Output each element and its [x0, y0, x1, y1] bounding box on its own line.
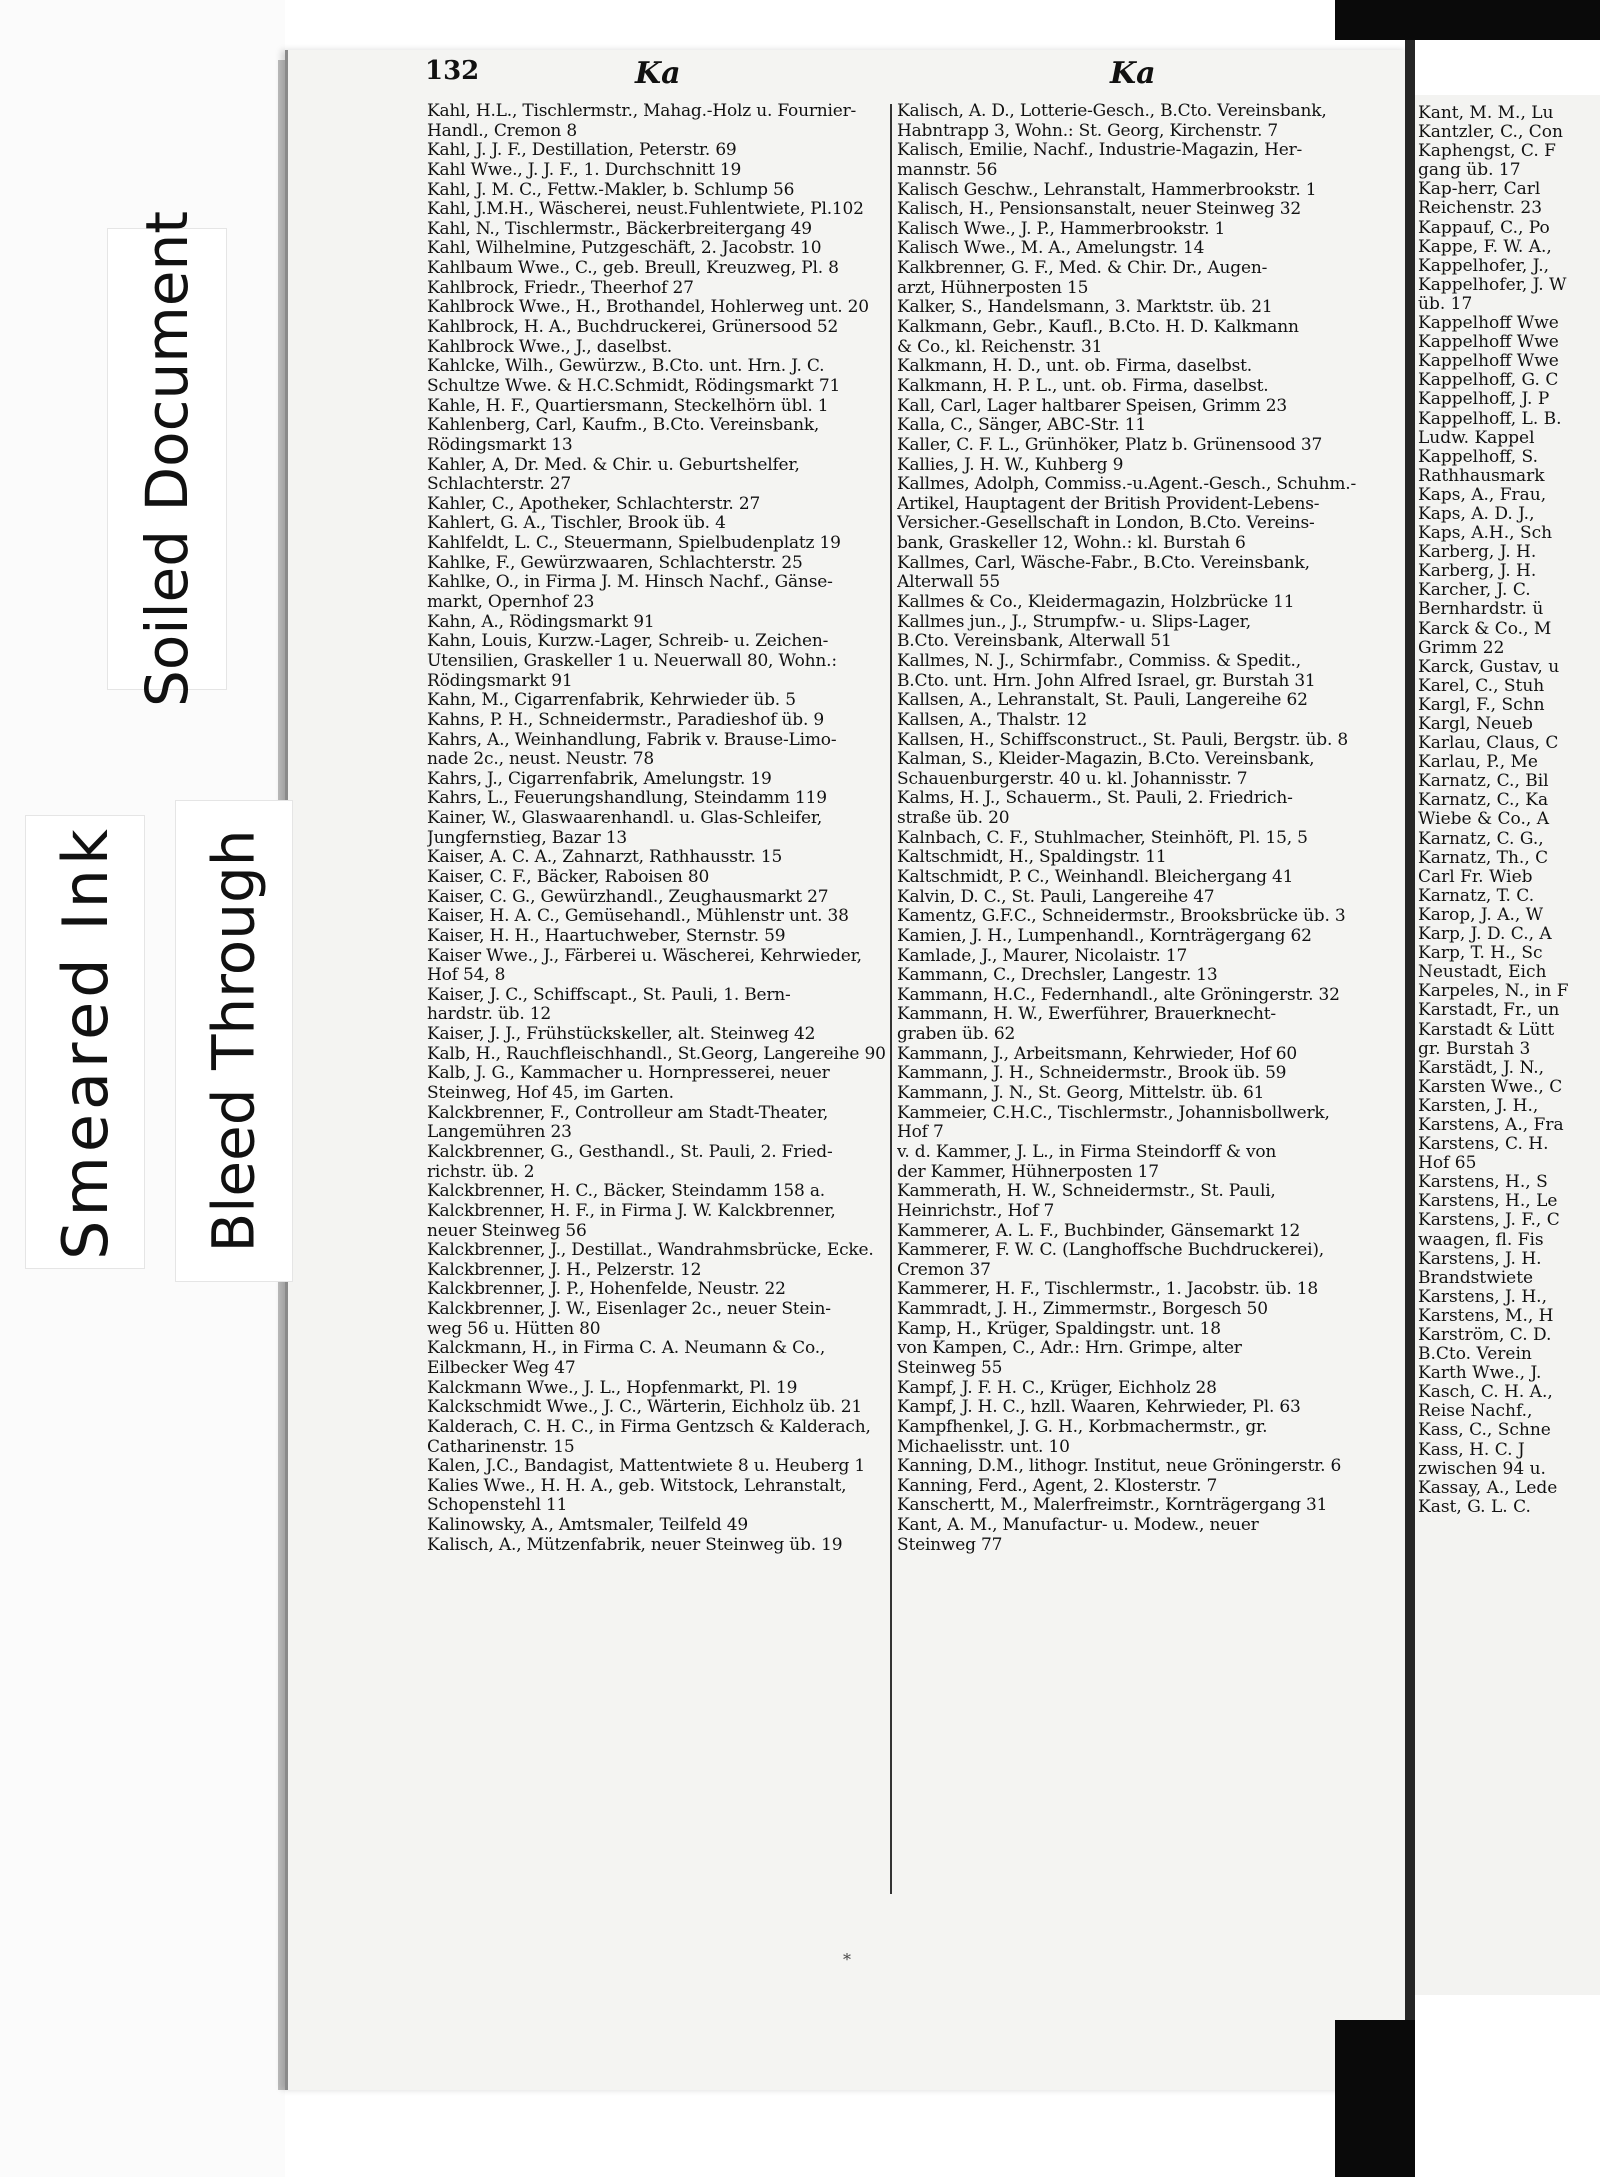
directory-line: der Kammer, Hühnerposten 17 — [897, 1161, 1159, 1182]
directory-line: Kargl, F., Schn — [1418, 694, 1545, 715]
directory-line: Kappelhoff Wwe — [1418, 332, 1559, 353]
directory-line: gr. Burstah 3 — [1418, 1038, 1531, 1059]
directory-line: Rathhausmark — [1418, 465, 1545, 486]
directory-line: Steinweg 77 — [897, 1534, 1003, 1555]
directory-line: straße üb. 20 — [897, 808, 1010, 829]
directory-line: Kalckbrenner, H. C., Bäcker, Steindamm 158 a. — [427, 1181, 825, 1202]
directory-line: Kalisch, H., Pensionsanstalt, neuer Steinweg 32 — [897, 199, 1301, 220]
directory-line: Kalckbrenner, J., Destillat., Wandrahmsbrücke, Ecke. — [427, 1240, 874, 1261]
directory-line: graben üb. 62 — [897, 1024, 1016, 1045]
directory-line: Kallsen, A., Lehranstalt, St. Pauli, Langereihe 62 — [897, 690, 1308, 711]
directory-line: Kass, C., Schne — [1418, 1420, 1551, 1441]
directory-line: Kall, Carl, Lager haltbarer Speisen, Grimm 23 — [897, 395, 1288, 416]
directory-line: Kamp, H., Krüger, Spaldingstr. unt. 18 — [897, 1318, 1221, 1339]
directory-line: Kalisch Geschw., Lehranstalt, Hammerbrookstr. 1 — [897, 179, 1317, 200]
directory-line: Habntrapp 3, Wohn.: St. Georg, Kirchenstr. 7 — [897, 120, 1279, 141]
directory-line: Kaiser, C. F., Bäcker, Raboisen 80 — [427, 866, 710, 887]
directory-line: bank, Graskeller 12, Wohn.: kl. Burstah 6 — [897, 533, 1246, 554]
directory-line: Kammann, C., Drechsler, Langestr. 13 — [897, 965, 1218, 986]
directory-line: von Kampen, C., Adr.: Hrn. Grimpe, alter — [897, 1338, 1242, 1359]
directory-line: Kappe, F. W. A., — [1418, 236, 1552, 257]
directory-line: Karstens, J. F., C — [1418, 1210, 1560, 1231]
directory-line: Karop, J. A., W — [1418, 904, 1544, 925]
directory-line: Karlau, P., Me — [1418, 752, 1538, 773]
directory-line: Kahn, Louis, Kurzw.-Lager, Schreib- u. Zeichen- — [427, 631, 829, 652]
directory-line: Kalms, H. J., Schauerm., St. Pauli, 2. Friedrich- — [897, 788, 1293, 809]
left-column — [427, 102, 889, 1555]
soiled-document-label — [107, 211, 227, 707]
directory-line: Karck, Gustav, u — [1418, 656, 1560, 677]
directory-line: Schopenstehl 11 — [427, 1495, 568, 1516]
directory-line: Kanschertt, M., Malerfreimstr., Kornträgergang 31 — [897, 1495, 1328, 1516]
directory-line: Kahns, P. H., Schneidermstr., Paradieshof üb. 9 — [427, 709, 824, 730]
left-running-head: Ka — [635, 56, 681, 91]
directory-line: Kahlbrock, Friedr., Theerhof 27 — [427, 277, 694, 298]
directory-line: Kappelhoff, J. P — [1418, 389, 1550, 410]
directory-line: Karth Wwe., J. — [1418, 1363, 1542, 1384]
directory-line: Kallmes & Co., Kleidermagazin, Holzbrücke 11 — [897, 592, 1295, 613]
directory-line: Kahrs, L., Feuerungshandlung, Steindamm 119 — [427, 788, 827, 809]
directory-line: Kalckbrenner, F., Controlleur am Stadt-Theater, — [427, 1102, 829, 1123]
directory-line: Kap-herr, Carl — [1418, 179, 1541, 200]
directory-line: Artikel, Hauptagent der British Provident-Lebens- — [897, 493, 1320, 514]
directory-line: Kahlke, O., in Firma J. M. Hinsch Nachf., Gänse- — [427, 572, 833, 593]
directory-line: Alterwall 55 — [897, 572, 1000, 593]
directory-line: Steinweg 55 — [897, 1358, 1003, 1378]
scan-border-top — [1335, 0, 1600, 40]
directory-line: Jungfernstieg, Bazar 13 — [427, 827, 628, 848]
directory-line: Kahrs, J., Cigarrenfabrik, Amelungstr. 19 — [427, 768, 772, 789]
directory-line: nade 2c., neust. Neustr. 78 — [427, 749, 655, 770]
directory-line: Kant, M. M., Lu — [1418, 104, 1554, 123]
directory-line: Karstens, H., S — [1418, 1172, 1548, 1193]
right-running-head: Ka — [1110, 56, 1156, 91]
directory-line: üb. 17 — [1418, 293, 1473, 314]
directory-line: Kahl, H.L., Tischlermstr., Mahag.-Holz u. Fournier- — [427, 102, 857, 121]
directory-line: Hof 54, 8 — [427, 965, 506, 986]
scan-border-bottom — [1335, 2020, 1415, 2177]
directory-line: Karnatz, C. G., — [1418, 828, 1544, 849]
directory-line: Kalckmann Wwe., J. L., Hopfenmarkt, Pl. 19 — [427, 1377, 798, 1398]
directory-line: neuer Steinweg 56 — [427, 1220, 587, 1241]
directory-line: Kalker, S., Handelsmann, 3. Marktstr. üb. 21 — [897, 297, 1273, 318]
directory-line: Kahlenberg, Carl, Kaufm., B.Cto. Vereinsbank, — [427, 415, 820, 436]
directory-line: Kaller, C. F. L., Grünhöker, Platz b. Grünensood 37 — [897, 434, 1323, 455]
directory-line: Neustadt, Eich — [1418, 962, 1547, 983]
directory-line: Kahlbrock Wwe., J., daselbst. — [427, 336, 672, 357]
directory-line: Karstädt, J. N., — [1418, 1057, 1545, 1078]
directory-line: Kalb, H., Rauchfleischhandl., St.Georg, Langereihe 90 — [427, 1043, 886, 1064]
directory-line: Kalckbrenner, J. H., Pelzerstr. 12 — [427, 1259, 702, 1280]
directory-line: Karnatz, Th., C — [1418, 847, 1549, 868]
directory-line: Kalkbrenner, G. F., Med. & Chir. Dr., Augen- — [897, 258, 1268, 279]
directory-line: Wiebe & Co., A — [1418, 809, 1549, 830]
directory-line: Kaiser, J. J., Frühstückskeller, alt. Steinweg 42 — [427, 1024, 816, 1045]
directory-line: Kappelhofer, J. W — [1418, 274, 1567, 295]
directory-line: Kaps, A., Frau, — [1418, 484, 1547, 505]
book-gutter — [1405, 40, 1415, 2100]
directory-line: Kalisch Wwe., J. P., Hammerbrookstr. 1 — [897, 218, 1226, 239]
directory-line: Karel, C., Stuh — [1418, 675, 1545, 696]
directory-line: Kahlert, G. A., Tischler, Brook üb. 4 — [427, 513, 726, 534]
directory-line: & Co., kl. Reichenstr. 31 — [897, 336, 1103, 357]
directory-line: Kaps, A.H., Sch — [1418, 523, 1553, 544]
directory-line: Heinrichstr., Hof 7 — [897, 1200, 1055, 1221]
directory-line: Kahl Wwe., J. J. F., 1. Durchschnitt 19 — [427, 159, 742, 180]
directory-line: Utensilien, Graskeller 1 u. Neuerwall 80, Wohn.: — [427, 650, 837, 671]
directory-line: Kalla, C., Sänger, ABC-Str. 11 — [897, 415, 1147, 436]
directory-line: Kahlbaum Wwe., C., geb. Breull, Kreuzweg, Pl. 8 — [427, 258, 839, 279]
directory-line: Karström, C. D. — [1418, 1325, 1552, 1345]
directory-line: Kappelhoff, L. B. — [1418, 408, 1562, 429]
directory-line: Kalman, S., Kleider-Magazin, B.Cto. Vereinsbank, — [897, 749, 1315, 770]
directory-line: Kahlbrock, H. A., Buchdruckerei, Grünersood 52 — [427, 317, 839, 338]
directory-line: Bernhardstr. ü — [1418, 599, 1544, 620]
directory-line: Kalvin, D. C., St. Pauli, Langereihe 47 — [897, 886, 1215, 907]
directory-line: Kappelhoff Wwe — [1418, 351, 1559, 372]
directory-line: Kammann, H.C., Federnhandl., alte Gröningerstr. 32 — [897, 984, 1340, 1005]
directory-line: Kalderach, C. H. C., in Firma Gentzsch & Kalderach, — [427, 1416, 871, 1437]
directory-line: Kampfhenkel, J. G. H., Korbmachermstr., gr. — [897, 1416, 1268, 1437]
directory-line: Karberg, J. H. — [1418, 542, 1537, 563]
directory-line: Kanning, D.M., lithogr. Institut, neue Gröningerstr. 6 — [897, 1456, 1342, 1477]
directory-line: Karstens, J. H., — [1418, 1286, 1547, 1307]
directory-line: Karstadt & Lütt — [1418, 1019, 1555, 1040]
directory-line: B.Cto. Verein — [1418, 1344, 1532, 1365]
directory-line: Kalckbrenner, H. F., in Firma J. W. Kalckbrenner, — [427, 1200, 836, 1221]
directory-line: Karlau, Claus, C — [1418, 733, 1559, 754]
directory-line: Kammann, H. W., Ewerführer, Brauerknecht- — [897, 1004, 1276, 1025]
directory-line: Karcher, J. C. — [1418, 580, 1531, 601]
directory-line: Carl Fr. Wieb — [1418, 866, 1533, 887]
bleed-through-label — [175, 800, 293, 1282]
directory-line: Kalinowsky, A., Amtsmaler, Teilfeld 49 — [427, 1515, 748, 1536]
directory-line: Hof 65 — [1418, 1153, 1477, 1174]
directory-line: Kahle, H. F., Quartiersmann, Steckelhörn übl. 1 — [427, 395, 829, 416]
directory-line: Kass, H. C. J — [1418, 1439, 1525, 1460]
right-column — [897, 102, 1365, 1555]
directory-line: Kappelhofer, J., — [1418, 255, 1550, 276]
directory-line: Kalnbach, C. F., Stuhlmacher, Steinhöft, Pl. 15, 5 — [897, 827, 1308, 848]
directory-line: Kargl, Neueb — [1418, 714, 1533, 734]
directory-line: Kanning, Ferd., Agent, 2. Klosterstr. 7 — [897, 1475, 1218, 1496]
directory-line: Ludw. Kappel — [1418, 427, 1535, 448]
directory-line: Kahlbrock Wwe., H., Brothandel, Hohlerweg unt. 20 — [427, 297, 869, 318]
directory-line: Kaltschmidt, P. C., Weinhandl. Bleichergang 41 — [897, 866, 1294, 887]
directory-line: Kalckschmidt Wwe., J. C., Wärterin, Eichholz üb. 21 — [427, 1397, 863, 1418]
directory-line: Grimm 22 — [1418, 637, 1505, 658]
directory-line: Kallies, J. H. W., Kuhberg 9 — [897, 454, 1124, 475]
directory-line: Kalisch Wwe., M. A., Amelungstr. 14 — [897, 238, 1205, 259]
directory-line: B.Cto. unt. Hrn. John Alfred Israel, gr. Burstah 31 — [897, 670, 1316, 691]
directory-line: Kamentz, G.F.C., Schneidermstr., Brooksbrücke üb. 3 — [897, 906, 1346, 927]
directory-line: Michaelisstr. unt. 10 — [897, 1436, 1070, 1457]
directory-line: Versicher.-Gesellschaft in London, B.Cto. Vereins- — [897, 513, 1315, 534]
directory-line: Kahlcke, Wilh., Gewürzw., B.Cto. unt. Hrn. J. C. — [427, 356, 825, 377]
directory-line: Reichenstr. 23 — [1418, 198, 1543, 219]
directory-line: Cremon 37 — [897, 1259, 991, 1280]
directory-line: Kalkmann, Gebr., Kaufl., B.Cto. H. D. Kalkmann — [897, 317, 1299, 338]
directory-line: weg 56 u. Hütten 80 — [427, 1318, 601, 1339]
directory-line: Kahler, C., Apotheker, Schlachterstr. 27 — [427, 493, 761, 514]
directory-line: Kallmes, N. J., Schirmfabr., Commiss. & Spedit., — [897, 650, 1301, 671]
directory-line: gang üb. 17 — [1418, 160, 1521, 181]
directory-line: Kalkmann, H. D., unt. ob. Firma, daselbst. — [897, 356, 1252, 377]
directory-line: Kahlke, F., Gewürzwaaren, Schlachterstr. 25 — [427, 552, 803, 573]
directory-line: Kantzler, C., Con — [1418, 122, 1563, 143]
directory-line: Kahl, Wilhelmine, Putzgeschäft, 2. Jacobstr. 10 — [427, 238, 822, 259]
directory-line: Kamlade, J., Maurer, Nicolaistr. 17 — [897, 945, 1188, 966]
directory-line: Kalckbrenner, G., Gesthandl., St. Pauli, 2. Fried- — [427, 1141, 833, 1162]
directory-line: Karstens, A., Fra — [1418, 1114, 1564, 1135]
directory-line: Kalckmann, H., in Firma C. A. Neumann & Co., — [427, 1338, 826, 1359]
directory-line: Kalisch, A., Mützenfabrik, neuer Steinweg üb. 19 — [427, 1534, 843, 1555]
directory-line: Kahler, A, Dr. Med. & Chir. u. Geburtshelfer, — [427, 454, 800, 475]
directory-line: Karsten Wwe., C — [1418, 1076, 1563, 1097]
directory-line: Kammann, J., Arbeitsmann, Kehrwieder, Hof 60 — [897, 1043, 1297, 1064]
directory-line: Kalisch, A. D., Lotterie-Gesch., B.Cto. Vereinsbank, — [897, 102, 1327, 121]
directory-line: Kalkmann, H. P. L., unt. ob. Firma, daselbst. — [897, 375, 1269, 396]
directory-line: Kahl, J.M.H., Wäscherei, neust.Fuhlentwiete, Pl.102 — [427, 199, 864, 220]
directory-line: Kaphengst, C. F — [1418, 141, 1556, 162]
directory-line: Kampf, J. H. C., hzll. Waaren, Kehrwieder, Pl. 63 — [897, 1397, 1301, 1418]
page-header — [425, 56, 1385, 96]
directory-line: Kalb, J. G., Kammacher u. Hornpresserei, neuer — [427, 1063, 830, 1084]
directory-line: Langemühren 23 — [427, 1122, 572, 1143]
column-divider — [890, 104, 892, 1894]
directory-line: Kahn, M., Cigarrenfabrik, Kehrwieder üb. 5 — [427, 690, 796, 711]
directory-line: Karsten, J. H., — [1418, 1095, 1539, 1116]
page-number: 132 — [425, 56, 480, 86]
directory-line: Kalisch, Emilie, Nachf., Industrie-Magazin, Her- — [897, 140, 1303, 161]
directory-line: Schultze Wwe. & H.C.Schmidt, Rödingsmarkt 71 — [427, 375, 841, 396]
directory-line: Schauenburgerstr. 40 u. kl. Johannisstr. 7 — [897, 768, 1248, 789]
footer-mark: * — [843, 1950, 851, 1969]
directory-line: Kamien, J. H., Lumpenhandl., Kornträgergang 62 — [897, 925, 1312, 946]
directory-line: Kallsen, H., Schiffsconstruct., St. Pauli, Bergstr. üb. 8 — [897, 729, 1349, 750]
directory-line: Karp, J. D. C., A — [1418, 924, 1552, 945]
directory-line: Karberg, J. H. — [1418, 561, 1537, 582]
directory-line: Karstens, C. H. — [1418, 1134, 1549, 1155]
directory-line: Kalckbrenner, J. P., Hohenfelde, Neustr. 22 — [427, 1279, 786, 1300]
directory-line: Kahrs, A., Weinhandlung, Fabrik v. Brause-Limo- — [427, 729, 837, 750]
directory-line: Kahl, J. J. F., Destillation, Peterstr. 69 — [427, 140, 737, 161]
directory-line: Kahl, J. M. C., Fettw.-Makler, b. Schlump 56 — [427, 179, 795, 200]
directory-line: Schlachterstr. 27 — [427, 474, 572, 495]
directory-line: Kallmes, Adolph, Commiss.-u.Agent.-Gesch., Schuhm.- — [897, 474, 1357, 495]
directory-line: Kammerath, H. W., Schneidermstr., St. Pauli, — [897, 1181, 1276, 1202]
directory-line: Kainer, W., Glaswaarenhandl. u. Glas-Schleifer, — [427, 808, 823, 829]
directory-line: Kappauf, C., Po — [1418, 217, 1550, 238]
directory-line: Kammerer, H. F., Tischlermstr., 1. Jacobstr. üb. 18 — [897, 1279, 1319, 1300]
directory-line: mannstr. 56 — [897, 159, 998, 180]
directory-line: Karstens, H., Le — [1418, 1191, 1558, 1212]
directory-line: Kahn, A., Rödingsmarkt 91 — [427, 611, 655, 632]
directory-line: Handl., Cremon 8 — [427, 120, 577, 141]
directory-line: Kalen, J.C., Bandagist, Mattentwiete 8 u. Heuberg 1 — [427, 1456, 866, 1477]
directory-line: Kahlfeldt, L. C., Steuermann, Spielbudenplatz 19 — [427, 533, 841, 554]
bleed-through-text: Bleed Through — [200, 829, 269, 1253]
directory-line: Kaiser, J. C., Schiffscapt., St. Pauli, 1. Bern- — [427, 984, 791, 1005]
directory-line: Kallsen, A., Thalstr. 12 — [897, 709, 1088, 730]
directory-line: Reise Nachf., — [1418, 1401, 1533, 1422]
directory-line: Karstens, M., H — [1418, 1305, 1554, 1326]
directory-line: Kasch, C. H. A., — [1418, 1382, 1553, 1403]
directory-line: v. d. Kammer, J. L., in Firma Steindorff & von — [897, 1141, 1277, 1162]
directory-line: Kammradt, J. H., Zimmermstr., Borgesch 50 — [897, 1299, 1268, 1320]
directory-line: Kaps, A. D. J., — [1418, 503, 1535, 524]
directory-line: hardstr. üb. 12 — [427, 1004, 551, 1025]
directory-line: Kammerer, A. L. F., Buchbinder, Gänsemarkt 12 — [897, 1220, 1301, 1241]
directory-line: Karnatz, T. C. — [1418, 885, 1535, 906]
directory-line: Kaiser Wwe., J., Färberei u. Wäscherei, Kehrwieder, — [427, 945, 862, 966]
directory-line: Kammann, J. H., Schneidermstr., Brook üb. 59 — [897, 1063, 1287, 1084]
smeared-ink-label — [25, 815, 145, 1269]
directory-line: Kammann, J. N., St. Georg, Mittelstr. üb. 61 — [897, 1083, 1265, 1104]
directory-line: Kaiser, H. A. C., Gemüsehandl., Mühlenstr unt. 38 — [427, 906, 849, 927]
directory-line: waagen, fl. Fis — [1418, 1229, 1544, 1250]
directory-line: Karp, T. H., Sc — [1418, 943, 1543, 964]
adjacent-page-column — [1418, 104, 1600, 1517]
directory-line: markt, Opernhof 23 — [427, 592, 595, 613]
directory-line: Kappelhoff, S. — [1418, 446, 1539, 467]
directory-line: arzt, Hühnerposten 15 — [897, 277, 1089, 298]
directory-line: Kammeier, C.H.C., Tischlermstr., Johannisbollwerk, — [897, 1102, 1330, 1123]
directory-line: Kallmes jun., J., Strumpfw.- u. Slips-Lager, — [897, 611, 1251, 632]
directory-line: B.Cto. Vereinsbank, Alterwall 51 — [897, 631, 1172, 652]
directory-line: Kassay, A., Lede — [1418, 1477, 1558, 1498]
directory-line: Kaiser, H. H., Haartuchweber, Sternstr. 59 — [427, 925, 786, 946]
smeared-ink-text: Smeared Ink — [48, 824, 122, 1260]
directory-line: Karnatz, C., Bil — [1418, 771, 1549, 792]
directory-line: Kant, A. M., Manufactur- u. Modew., neuer — [897, 1515, 1259, 1536]
directory-line: Kappelhoff, G. C — [1418, 370, 1559, 391]
directory-line: Karpeles, N., in F — [1418, 981, 1569, 1002]
directory-line: Kalies Wwe., H. H. A., geb. Witstock, Lehranstalt, — [427, 1475, 847, 1496]
directory-line: Karck & Co., M — [1418, 618, 1552, 639]
directory-line: Kaiser, A. C. A., Zahnarzt, Rathhausstr. 15 — [427, 847, 783, 868]
directory-line: zwischen 94 u. — [1418, 1458, 1546, 1479]
directory-line: Kaiser, C. G., Gewürzhandl., Zeughausmarkt 27 — [427, 886, 829, 907]
directory-line: Steinweg, Hof 45, im Garten. — [427, 1083, 674, 1104]
directory-line: Rödingsmarkt 13 — [427, 434, 573, 455]
directory-line: Kallmes, Carl, Wäsche-Fabr., B.Cto. Vereinsbank, — [897, 552, 1310, 573]
directory-line: Rödingsmarkt 91 — [427, 670, 573, 691]
directory-line: Kast, G. L. C. — [1418, 1496, 1531, 1517]
directory-line: Eilbecker Weg 47 — [427, 1358, 576, 1378]
directory-line: Karstadt, Fr., un — [1418, 1000, 1560, 1021]
directory-line: Catharinenstr. 15 — [427, 1436, 575, 1457]
soiled-document-text: Soiled Document — [133, 211, 202, 707]
directory-line: Kampf, J. F. H. C., Krüger, Eichholz 28 — [897, 1377, 1217, 1398]
directory-line: Kappelhoff Wwe — [1418, 313, 1559, 334]
directory-line: Kaltschmidt, H., Spaldingstr. 11 — [897, 847, 1167, 868]
directory-line: Karstens, J. H. — [1418, 1248, 1542, 1269]
directory-line: Hof 7 — [897, 1122, 944, 1143]
directory-line: Kahl, N., Tischlermstr., Bäckerbreitergang 49 — [427, 218, 812, 239]
directory-line: Kalckbrenner, J. W., Eisenlager 2c., neuer Stein- — [427, 1299, 831, 1320]
directory-line: richstr. üb. 2 — [427, 1161, 535, 1182]
directory-line: Kammerer, F. W. C. (Langhoffsche Buchdruckerei), — [897, 1240, 1324, 1261]
directory-line: Brandstwiete — [1418, 1267, 1534, 1288]
directory-line: Karnatz, C., Ka — [1418, 790, 1549, 811]
